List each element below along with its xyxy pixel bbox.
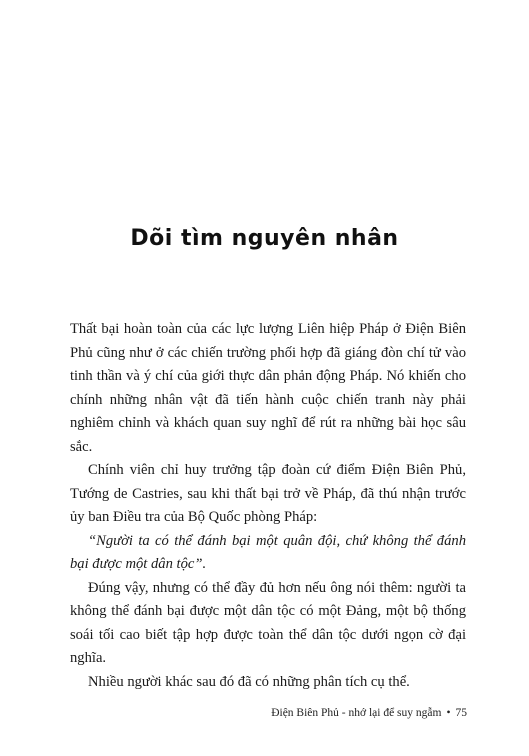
chapter-body bbox=[70, 318, 466, 694]
page-footer bbox=[271, 707, 467, 719]
paragraph-4: Đúng vậy, nhưng có thể đầy đủ hơn nếu ông nói thêm: người ta không thể đánh bại được một dân tộc có một Đảng, một bộ thống soái tối cao biết tập hợp được toàn thể dân tộc dưới ngọn cờ đại nghĩa. bbox=[70, 579, 466, 666]
chapter-title: Dõi tìm nguyên nhân bbox=[130, 225, 399, 251]
paragraph-5: Nhiều người khác sau đó đã có những phân tích cụ thể. bbox=[88, 673, 410, 690]
running-title: Điện Biên Phủ - nhớ lại để suy ngẫm bbox=[271, 707, 442, 719]
quote-paragraph: “Người ta có thể đánh bại một quân đội, chứ không thể đánh bại được một dân tộc”. bbox=[70, 532, 466, 572]
page-number: 75 bbox=[455, 707, 467, 719]
footer-separator: • bbox=[446, 707, 451, 719]
paragraph-1: Thất bại hoàn toàn của các lực lượng Liên hiệp Pháp ở Điện Biên Phủ cũng như ở các chiến trường phối hợp đã giáng đòn chí tử vào tinh thần và ý chí của giới thực dân phản động Pháp. Nó khiến cho chính những nhân vật đã tiến hành cuộc chiến tranh này phải nghiêm chỉnh và khách quan suy nghĩ để rút ra những bài học sâu sắc. bbox=[70, 321, 466, 455]
paragraph-2: Chính viên chỉ huy trưởng tập đoàn cứ điểm Điện Biên Phủ, Tướng de Castries, sau khi thất bại trở về Pháp, đã thú nhận trước ủy ban Điều tra của Bộ Quốc phòng Pháp: bbox=[70, 462, 466, 525]
